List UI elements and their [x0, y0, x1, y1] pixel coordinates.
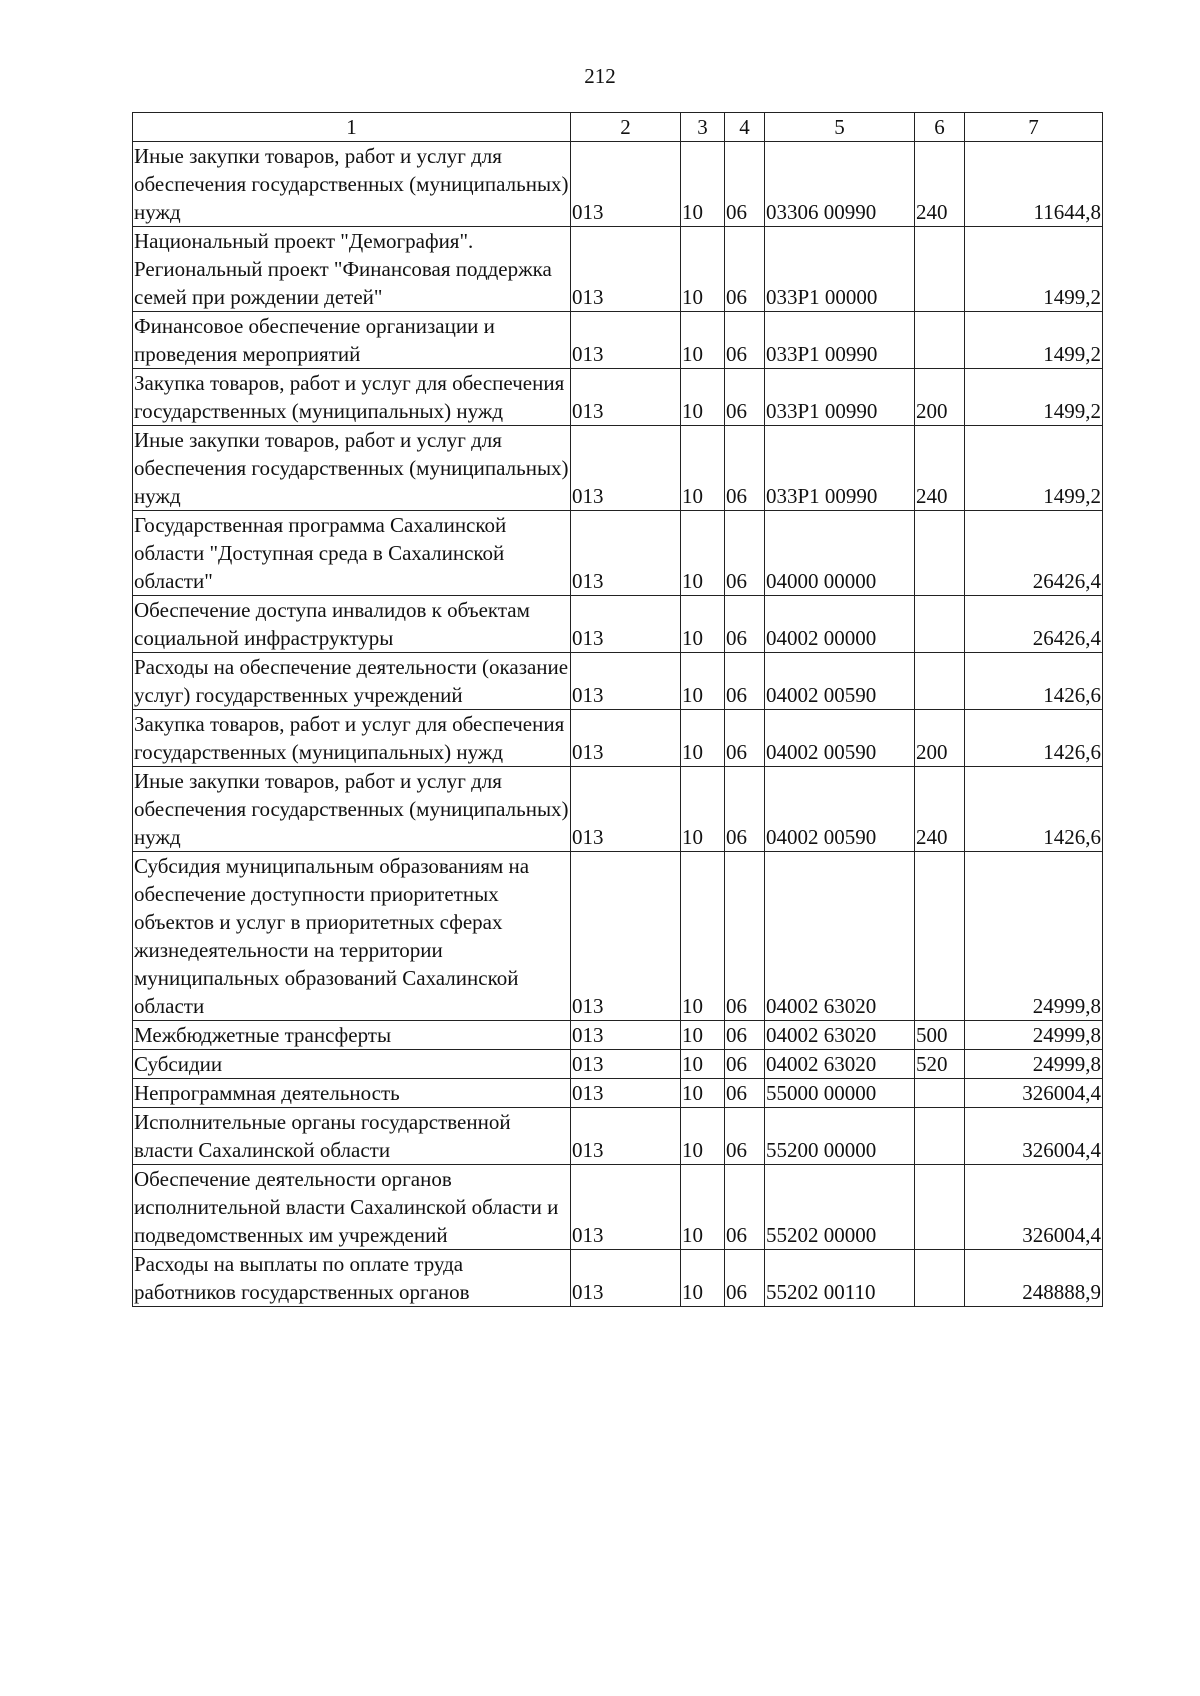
subsection-code-cell: 06: [725, 1021, 765, 1050]
target-article-cell: 033P1 00990: [765, 369, 915, 426]
ministry-code-cell: 013: [571, 1050, 681, 1079]
amount-cell: 1499,2: [965, 227, 1103, 312]
section-code-cell: 10: [681, 426, 725, 511]
subsection-code-cell: 06: [725, 511, 765, 596]
target-article-cell: 04002 63020: [765, 852, 915, 1021]
section-code-cell: 10: [681, 1021, 725, 1050]
subsection-code-cell: 06: [725, 369, 765, 426]
target-article-cell: 033P1 00990: [765, 426, 915, 511]
expense-name-cell: Расходы на выплаты по оплате труда работников государственных органов: [133, 1250, 571, 1307]
amount-cell: 11644,8: [965, 142, 1103, 227]
subsection-code-cell: 06: [725, 767, 765, 852]
amount-cell: 24999,8: [965, 1050, 1103, 1079]
expense-type-cell: [915, 312, 965, 369]
section-code-cell: 10: [681, 511, 725, 596]
amount-cell: 248888,9: [965, 1250, 1103, 1307]
page-number: 212: [584, 64, 616, 88]
ministry-code-cell: 013: [571, 1165, 681, 1250]
expense-type-cell: [915, 1165, 965, 1250]
section-code-cell: 10: [681, 1165, 725, 1250]
target-article-cell: 04000 00000: [765, 511, 915, 596]
expense-type-cell: 240: [915, 142, 965, 227]
target-article-cell: 03306 00990: [765, 142, 915, 227]
section-code-cell: 10: [681, 653, 725, 710]
table-body: [133, 142, 1103, 1307]
expense-name-cell: Финансовое обеспечение организации и проведения мероприятий: [133, 312, 571, 369]
expense-type-cell: 200: [915, 710, 965, 767]
ministry-code-cell: 013: [571, 1250, 681, 1307]
table-row: [133, 710, 1103, 767]
section-code-cell: 10: [681, 852, 725, 1021]
amount-cell: 1499,2: [965, 369, 1103, 426]
section-code-cell: 10: [681, 1050, 725, 1079]
table-row: [133, 653, 1103, 710]
amount-cell: 326004,4: [965, 1108, 1103, 1165]
expense-type-cell: 200: [915, 369, 965, 426]
ministry-code-cell: 013: [571, 369, 681, 426]
target-article-cell: 04002 00000: [765, 596, 915, 653]
header-col-5: 5: [765, 113, 915, 142]
amount-cell: 326004,4: [965, 1079, 1103, 1108]
expense-name-cell: Иные закупки товаров, работ и услуг для обеспечения государственных (муниципальных) нужд: [133, 426, 571, 511]
expense-name-cell: Иные закупки товаров, работ и услуг для обеспечения государственных (муниципальных) нужд: [133, 142, 571, 227]
amount-cell: 1499,2: [965, 426, 1103, 511]
subsection-code-cell: 06: [725, 1165, 765, 1250]
ministry-code-cell: 013: [571, 142, 681, 227]
expense-type-cell: [915, 596, 965, 653]
amount-cell: 1426,6: [965, 710, 1103, 767]
expense-name-cell: Иные закупки товаров, работ и услуг для обеспечения государственных (муниципальных) нужд: [133, 767, 571, 852]
table-row: [133, 1021, 1103, 1050]
subsection-code-cell: 06: [725, 852, 765, 1021]
expense-name-cell: Государственная программа Сахалинской области "Доступная среда в Сахалинской области": [133, 511, 571, 596]
ministry-code-cell: 013: [571, 1021, 681, 1050]
header-col-7: 7: [965, 113, 1103, 142]
expense-name-cell: Субсидия муниципальным образованиям на обеспечение доступности приоритетных объектов и услуг в приоритетных сферах жизнедеятельности на территории муниципальных образований Сахалинской области: [133, 852, 571, 1021]
expense-type-cell: 240: [915, 426, 965, 511]
ministry-code-cell: 013: [571, 767, 681, 852]
expense-name-cell: Межбюджетные трансферты: [133, 1021, 571, 1050]
section-code-cell: 10: [681, 369, 725, 426]
table-row: [133, 227, 1103, 312]
amount-cell: 24999,8: [965, 1021, 1103, 1050]
expense-name-cell: Закупка товаров, работ и услуг для обеспечения государственных (муниципальных) нужд: [133, 369, 571, 426]
amount-cell: 1499,2: [965, 312, 1103, 369]
table-row: [133, 1250, 1103, 1307]
expense-type-cell: [915, 227, 965, 312]
section-code-cell: 10: [681, 312, 725, 369]
section-code-cell: 10: [681, 1108, 725, 1165]
subsection-code-cell: 06: [725, 426, 765, 511]
header-col-4: 4: [725, 113, 765, 142]
header-row: [133, 113, 1103, 142]
target-article-cell: 04002 00590: [765, 653, 915, 710]
amount-cell: 24999,8: [965, 852, 1103, 1021]
expense-name-cell: Обеспечение деятельности органов исполнительной власти Сахалинской области и подведомственных им учреждений: [133, 1165, 571, 1250]
ministry-code-cell: 013: [571, 852, 681, 1021]
target-article-cell: 55200 00000: [765, 1108, 915, 1165]
table-row: [133, 596, 1103, 653]
section-code-cell: 10: [681, 1079, 725, 1108]
table-row: [133, 369, 1103, 426]
target-article-cell: 55202 00110: [765, 1250, 915, 1307]
target-article-cell: 033P1 00990: [765, 312, 915, 369]
amount-cell: 26426,4: [965, 596, 1103, 653]
section-code-cell: 10: [681, 767, 725, 852]
section-code-cell: 10: [681, 596, 725, 653]
amount-cell: 1426,6: [965, 653, 1103, 710]
ministry-code-cell: 013: [571, 596, 681, 653]
ministry-code-cell: 013: [571, 426, 681, 511]
expense-type-cell: 240: [915, 767, 965, 852]
subsection-code-cell: 06: [725, 142, 765, 227]
expense-name-cell: Расходы на обеспечение деятельности (оказание услуг) государственных учреждений: [133, 653, 571, 710]
header-col-6: 6: [915, 113, 965, 142]
header-col-1: 1: [133, 113, 571, 142]
subsection-code-cell: 06: [725, 1050, 765, 1079]
expense-type-cell: [915, 653, 965, 710]
expense-name-cell: Непрограммная деятельность: [133, 1079, 571, 1108]
ministry-code-cell: 013: [571, 653, 681, 710]
subsection-code-cell: 06: [725, 227, 765, 312]
table-row: [133, 426, 1103, 511]
section-code-cell: 10: [681, 1250, 725, 1307]
target-article-cell: 04002 63020: [765, 1021, 915, 1050]
section-code-cell: 10: [681, 710, 725, 767]
expense-name-cell: Субсидии: [133, 1050, 571, 1079]
amount-cell: 1426,6: [965, 767, 1103, 852]
expense-name-cell: Исполнительные органы государственной власти Сахалинской области: [133, 1108, 571, 1165]
table-row: [133, 1165, 1103, 1250]
header-col-2: 2: [571, 113, 681, 142]
section-code-cell: 10: [681, 227, 725, 312]
expense-type-cell: [915, 1108, 965, 1165]
header-col-3: 3: [681, 113, 725, 142]
ministry-code-cell: 013: [571, 227, 681, 312]
expense-name-cell: Обеспечение доступа инвалидов к объектам социальной инфраструктуры: [133, 596, 571, 653]
amount-cell: 26426,4: [965, 511, 1103, 596]
target-article-cell: 033P1 00000: [765, 227, 915, 312]
expense-type-cell: 520: [915, 1050, 965, 1079]
ministry-code-cell: 013: [571, 710, 681, 767]
target-article-cell: 04002 00590: [765, 767, 915, 852]
ministry-code-cell: 013: [571, 1108, 681, 1165]
subsection-code-cell: 06: [725, 312, 765, 369]
expense-type-cell: [915, 852, 965, 1021]
table-row: [133, 1050, 1103, 1079]
amount-cell: 326004,4: [965, 1165, 1103, 1250]
subsection-code-cell: 06: [725, 653, 765, 710]
expense-type-cell: [915, 1079, 965, 1108]
budget-table: [132, 112, 1103, 1307]
table-row: [133, 852, 1103, 1021]
expense-type-cell: 500: [915, 1021, 965, 1050]
section-code-cell: 10: [681, 142, 725, 227]
ministry-code-cell: 013: [571, 1079, 681, 1108]
expense-type-cell: [915, 1250, 965, 1307]
ministry-code-cell: 013: [571, 511, 681, 596]
target-article-cell: 04002 00590: [765, 710, 915, 767]
subsection-code-cell: 06: [725, 1079, 765, 1108]
target-article-cell: 55202 00000: [765, 1165, 915, 1250]
ministry-code-cell: 013: [571, 312, 681, 369]
table-row: [133, 1108, 1103, 1165]
subsection-code-cell: 06: [725, 710, 765, 767]
table-row: [133, 142, 1103, 227]
table-row: [133, 1079, 1103, 1108]
expense-type-cell: [915, 511, 965, 596]
expense-name-cell: Закупка товаров, работ и услуг для обеспечения государственных (муниципальных) нужд: [133, 710, 571, 767]
table-row: [133, 511, 1103, 596]
subsection-code-cell: 06: [725, 1250, 765, 1307]
table-row: [133, 767, 1103, 852]
target-article-cell: 55000 00000: [765, 1079, 915, 1108]
subsection-code-cell: 06: [725, 596, 765, 653]
target-article-cell: 04002 63020: [765, 1050, 915, 1079]
expense-name-cell: Национальный проект "Демография". Региональный проект "Финансовая поддержка семей при рождении детей": [133, 227, 571, 312]
table-row: [133, 312, 1103, 369]
subsection-code-cell: 06: [725, 1108, 765, 1165]
